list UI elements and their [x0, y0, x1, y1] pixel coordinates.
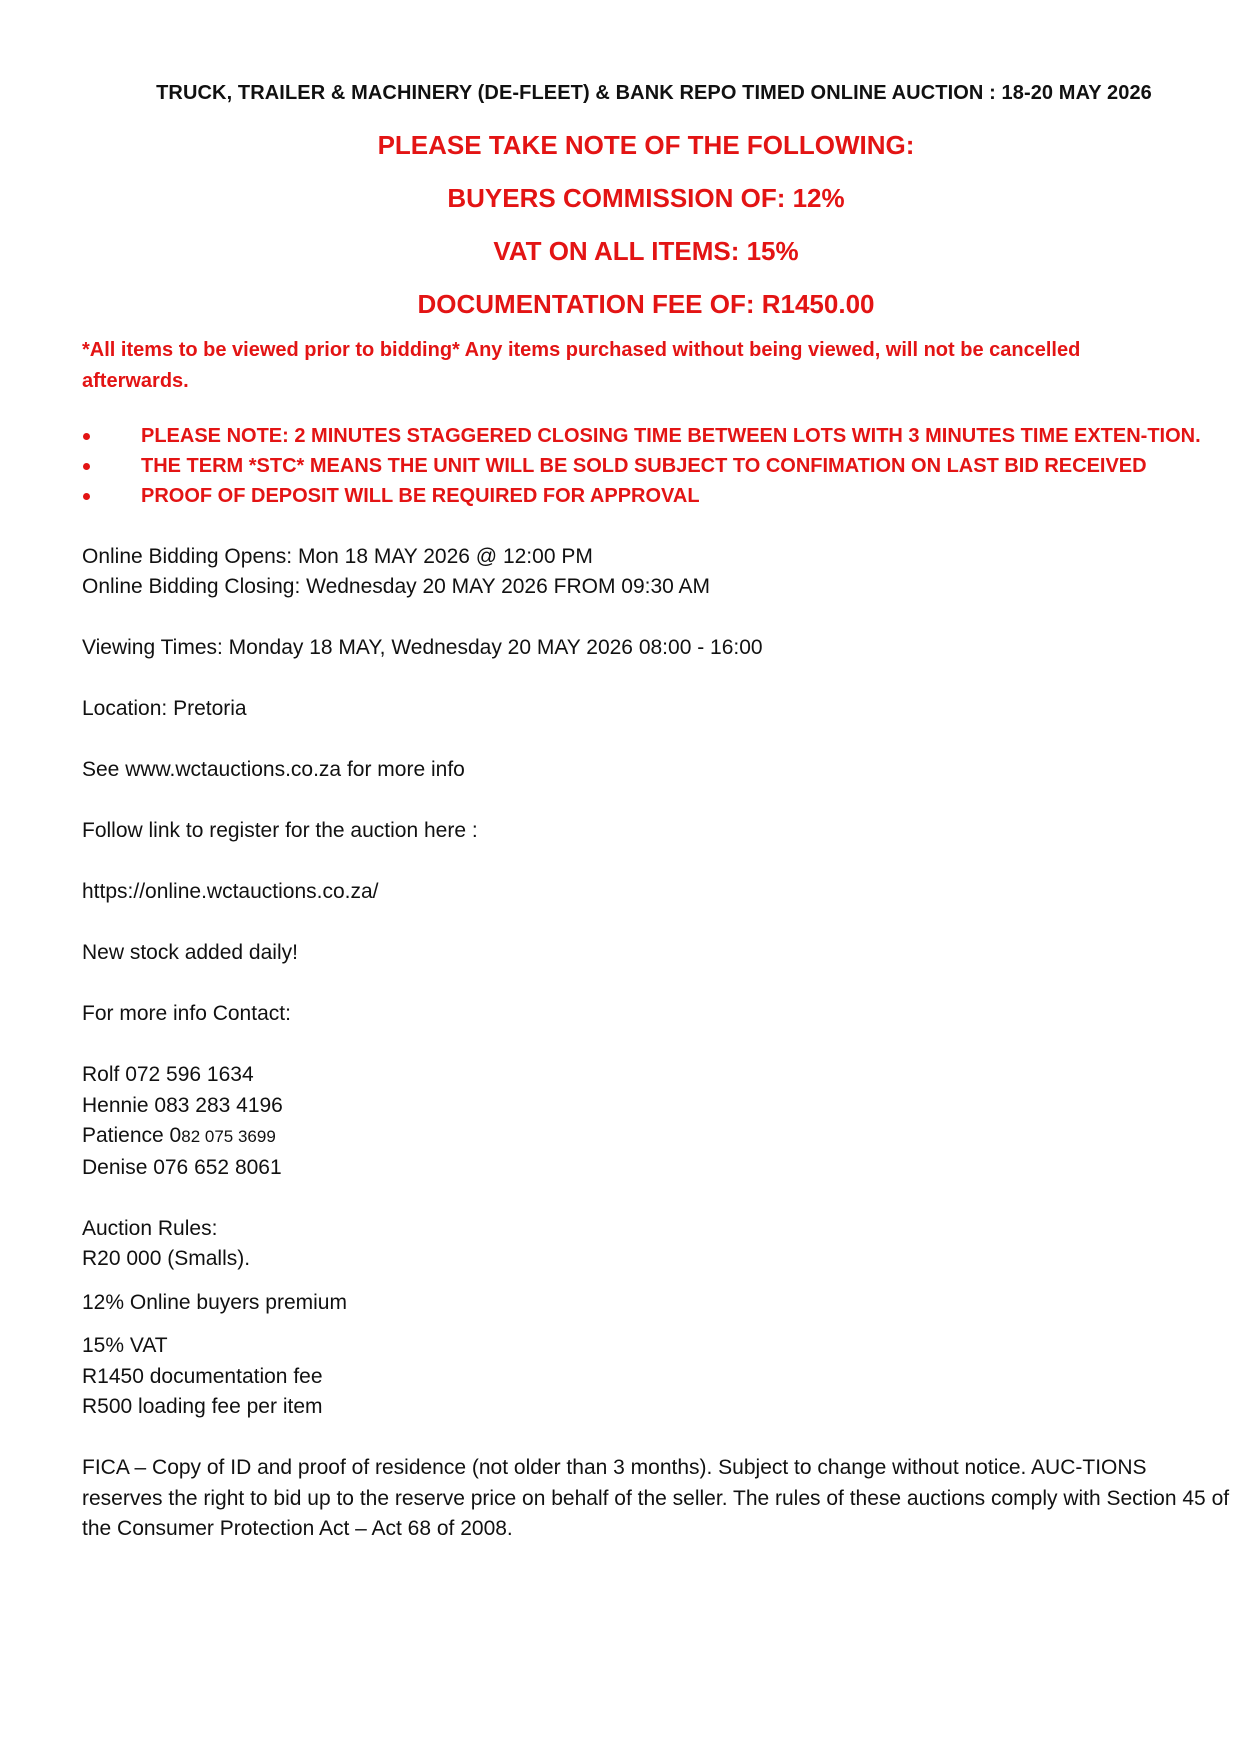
bullet-item: [82, 481, 1240, 511]
spacer: [82, 1183, 1210, 1214]
contact-name: Rolf: [82, 1063, 126, 1086]
spacer: [82, 786, 1210, 817]
fica-paragraph: FICA – Copy of ID and proof of residence (not older than 3 months). Subject to change without notice. AUC-TIONS reserves the right to bid up to the reserve price on behalf of the seller. The rules of these auctions comply with Section 45 of the Consumer Protection Act – Act 68 of 2008.: [82, 1456, 1230, 1540]
register-link[interactable]: https://online.wctauctions.co.za/: [82, 880, 379, 903]
spacer: [82, 847, 1210, 878]
bullet-text: PLEASE NOTE: 2 MINUTES STAGGERED CLOSING TIME BETWEEN LOTS WITH 3 MINUTES TIME EXTEN-TION.: [141, 425, 1201, 447]
buyers-commission: BUYERS COMMISSION OF: 12%: [447, 183, 845, 213]
contact-item: [82, 1153, 1210, 1184]
spacer: [82, 1318, 1210, 1331]
bullet-text: PROOF OF DEPOSIT WILL BE REQUIRED FOR APPROVAL: [141, 485, 700, 507]
viewing-times: Viewing Times: Monday 18 MAY, Wednesday 20 MAY 2026 08:00 - 16:00: [82, 636, 763, 659]
more-info-link-text: See www.wctauctions.co.za for more info: [82, 758, 465, 781]
spacer: [82, 664, 1210, 695]
bullet-dot-icon: [83, 463, 90, 470]
bullet-item: [82, 421, 1240, 451]
register-text: Follow link to register for the auction here :: [82, 819, 478, 842]
bidding-opens: Online Bidding Opens: Mon 18 MAY 2026 @ 12:00 PM: [82, 544, 593, 568]
viewing-warning: *All items to be viewed prior to bidding* Any items purchased without being viewed, will not be cancelled afterwards.: [82, 339, 1081, 392]
spacer: [82, 969, 1210, 1000]
spacer: [82, 725, 1210, 756]
contact-list: [82, 1060, 1210, 1183]
contact-name: Denise: [82, 1155, 154, 1179]
contact-item: [82, 1121, 1210, 1153]
rule-vat: 15% VAT: [82, 1334, 168, 1357]
documentation-fee: DOCUMENTATION FEE OF: R1450.00: [417, 289, 875, 319]
spacer: [82, 511, 1210, 542]
rule-premium: 12% Online buyers premium: [82, 1290, 347, 1314]
spacer: [82, 1030, 1210, 1061]
contact-number: 072 596 1634: [125, 1063, 254, 1086]
contact-heading: For more info Contact:: [82, 1002, 291, 1025]
bullet-dot-icon: [83, 493, 90, 500]
rules-heading: Auction Rules:: [82, 1216, 218, 1240]
notice-bullet-list: [82, 421, 1210, 511]
bullet-text: THE TERM *STC* MEANS THE UNIT WILL BE SOLD SUBJECT TO CONFIMATION ON LAST BID RECEIVED: [141, 455, 1147, 477]
spacer: [82, 1275, 1210, 1288]
contact-number: 076 652 8061: [153, 1155, 282, 1179]
spacer: [82, 908, 1210, 939]
contact-name: Patience 0: [82, 1124, 182, 1147]
contact-item: [82, 1091, 1210, 1122]
contact-name: Hennie: [82, 1093, 155, 1117]
bidding-closing: Online Bidding Closing: Wednesday 20 MAY 2026 FROM 09:30 AM: [82, 575, 711, 598]
rule-doc-fee: R1450 documentation fee: [82, 1364, 323, 1388]
spacer: [82, 603, 1210, 634]
new-stock-note: New stock added daily!: [82, 941, 298, 964]
spacer: [82, 1423, 1210, 1454]
rule-loading-fee: R500 loading fee per item: [82, 1395, 323, 1418]
contact-number: 82 075 3699: [181, 1127, 276, 1146]
contact-number: 083 283 4196: [154, 1093, 283, 1117]
bullet-dot-icon: [83, 433, 90, 440]
vat-notice: VAT ON ALL ITEMS: 15%: [493, 236, 799, 266]
location: Location: Pretoria: [82, 697, 247, 720]
bullet-item: [82, 451, 1240, 481]
auction-title: TRUCK, TRAILER & MACHINERY (DE-FLEET) & BANK REPO TIMED ONLINE AUCTION : 18-20 MAY 2026: [156, 82, 1152, 104]
contact-item: [82, 1060, 1210, 1091]
notice-heading: PLEASE TAKE NOTE OF THE FOLLOWING:: [377, 130, 915, 160]
rule-smalls: R20 000 (Smalls).: [82, 1247, 251, 1270]
